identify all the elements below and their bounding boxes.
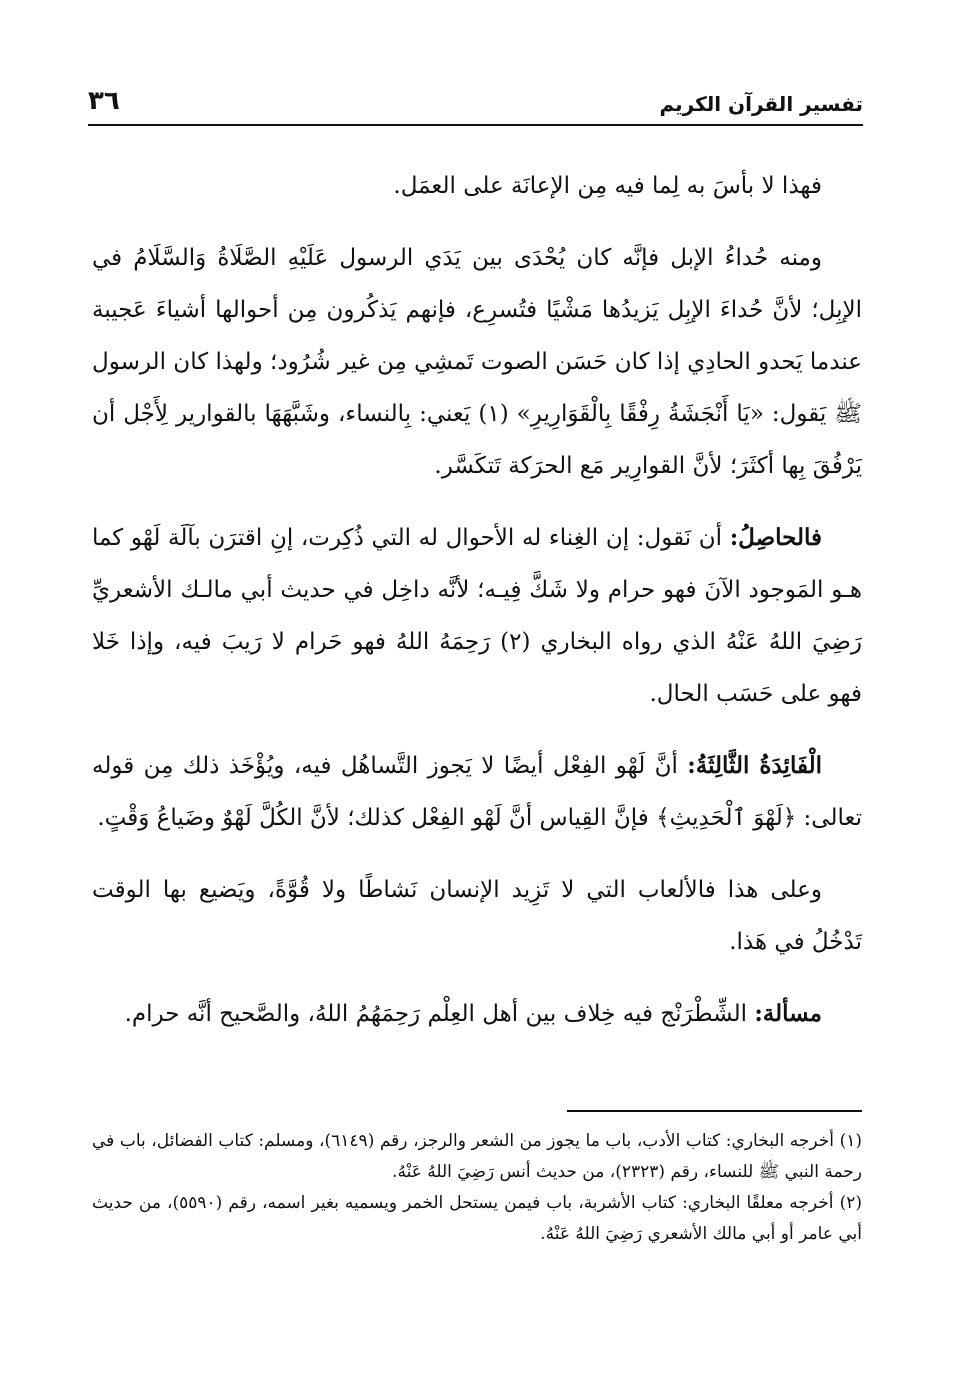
paragraph-4-text: أنَّ لَهْو الفِعْل أيضًا لا يَجوز التَّساهُل فيه، ويُؤْخَذ ذلك مِن قوله تعالى: ﴿لَهْوَ ٱلْحَدِيثِ﴾ فإنَّ القِياس أنَّ لَهْو الفِعْل كذلك؛ لأنَّ الكُلَّ لَهْوٌ وضَياعُ وَقْتٍ.: [92, 753, 862, 831]
page-number: ٣٦: [88, 86, 120, 116]
footnote-separator: [567, 1110, 862, 1112]
paragraph-4-label: الْفَائِدَةُ الثَّالِثَةُ:: [687, 752, 822, 779]
footnotes: [92, 1110, 862, 1250]
paragraph-3: [92, 512, 862, 720]
header-title: تفسير القرآن الكريم: [659, 92, 863, 116]
paragraph-5: وعلى هذا فالألعاب التي لا تَزِيد الإنسان نَشاطًا ولا قُوَّةً، ويَضيع بها الوقت تَدْخُلُ في هَذا.: [92, 877, 862, 955]
paragraph-6: [92, 988, 862, 1040]
paragraph-6-label: مسألة:: [754, 1000, 822, 1027]
paragraph-1: فهذا لا بأسَ به لِما فيه مِن الإعانَة على العمَل.: [393, 173, 822, 199]
paragraph-6-text: الشِّطْرَنْج فيه خِلاف بين أهل العِلْم رَحِمَهُمُ اللهُ، والصَّحيح أنَّه حرام.: [124, 1001, 755, 1027]
paragraph-2: ومنه حُداءُ الإبل فإنَّه كان يُحْدَى بين يَدَي الرسول عَلَيْهِ الصَّلَاةُ وَالسَّلَامُ في الإبِل؛ لأنَّ حُداءَ الإبِل يَزيدُها مَشْيًا فتُسرِع، فإنهم يَذكُرون مِن أحوالها أشياءَ عَجيبة عندما يَحدو الحادِي إذا كان حَسَن الصوت تَمشِي مِن غير شُرُود؛ ولهذا كان الرسول ﷺ يَقول: «يَا أَنْجَشَةُ رِفْقًا بِالْقَوَارِيرِ» (١) يَعني: بِالنساء، وشَبَّهَهَا بالقوارير لِأَجْل أن يَرْفُقَ بِها أكثَرَ؛ لأنَّ القوارِير مَع الحرَكة تَتكَسَّر.: [92, 245, 863, 479]
paragraph-3-label: فالحاصِلُ:: [729, 524, 822, 551]
main-text: [92, 160, 862, 1060]
footnote-2: (٢) أخرجه معلقًا البخاري: كتاب الأشربة، باب فيمن يستحل الخمر ويسميه بغير اسمه، رقم (٥٥٩٠)، من حديث أبي عامر أو أبي مالك الأشعري رَضِيَ اللهُ عَنْهُ.: [92, 1193, 862, 1244]
paragraph-4: [92, 740, 862, 844]
paragraph-3-text: أن نَقول: إن الغِناء له الأحوال له التي ذُكِرت، إنِ اقترَن بآلَة لَهْو كما هـو المَوجود الآنَ فهو حرام ولا شَكَّ فِيـه؛ لأنَّه داخِل في حديث أبي مالـك الأشعريِّ رَضِيَ اللهُ عَنْهُ الذي رواه البخاري (٢) رَحِمَهُ اللهُ فهو حَرام لا رَيبَ فيه، وإذا خَلا فهو على حَسَب الحال.: [92, 525, 862, 707]
running-header: [88, 86, 863, 126]
footnote-1: (١) أخرجه البخاري: كتاب الأدب، باب ما يجوز من الشعر والرجز، رقم (٦١٤٩)، ومسلم: كتاب الفضائل، باب في رحمة النبي ﷺ للنساء، رقم (٢٣٢٣)، من حديث أنس رَضِيَ اللهُ عَنْهُ.: [92, 1131, 862, 1182]
